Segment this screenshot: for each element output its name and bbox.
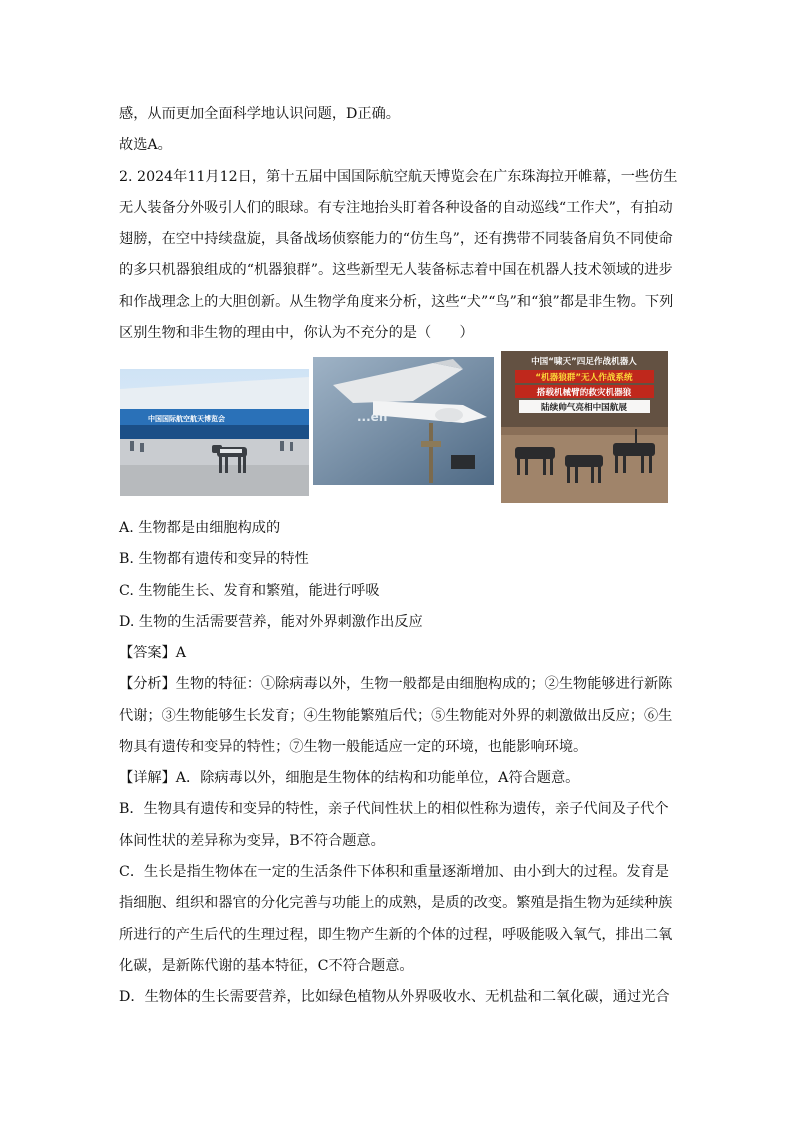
detail-line: 化碳，是新陈代谢的基本特征，C不符合题意。 bbox=[119, 957, 414, 974]
detail-line: 所进行的产生后代的生理过程，即生物产生新的个体的过程，呼吸能吸入氧气，排出二氧 bbox=[119, 926, 673, 943]
option-a: A. 生物都是由细胞构成的 bbox=[119, 520, 281, 536]
question-text bbox=[119, 99, 679, 349]
overlay-line-3: 搭载机械臂的救灾机器狼 bbox=[536, 388, 632, 398]
answer-line bbox=[119, 638, 679, 669]
answer-label: 【答案】 bbox=[119, 645, 176, 661]
detail-line: 指细胞、组织和器官的分化完善与功能上的成熟，是质的改变。繁殖是指生物为延续种族 bbox=[119, 895, 673, 912]
text-line: 无人装备分外吸引人们的眼球。有专注地抬头盯着各种设备的自动巡线“工作犬”，有拍动 bbox=[119, 199, 673, 216]
detail-line: C．生长是指生物体在一定的生活条件下体积和重量逐渐增加、由小到大的过程。发育是 bbox=[119, 864, 669, 881]
photo-text: ...en bbox=[357, 410, 388, 424]
detail-line: B．生物具有遗传和变异的特性，亲子代间性状上的相似性称为遗传，亲子代间及子代个 bbox=[119, 801, 669, 818]
photo-robot-dog-venue bbox=[120, 369, 309, 496]
text-line: 翅膀，在空中持续盘旋，具备战场侦察能力的“仿生鸟”，还有携带不同装备肩负不同使命 bbox=[119, 231, 673, 248]
text-line: 感，从而更加全面科学地认识问题，D正确。 bbox=[119, 106, 400, 122]
overlay-line-4: 陆续帅气亮相中国航展 bbox=[541, 403, 627, 413]
detail-label: 【详解】 bbox=[119, 770, 176, 787]
option-d: D. 生物的生活需要营养，能对外界刺激作出反应 bbox=[119, 613, 423, 630]
answer-options bbox=[119, 513, 679, 638]
detail-line: 【详解】A．除病毒以外，细胞是生物体的结构和功能单位，A符合题意。 bbox=[119, 770, 580, 787]
option-b: B. 生物都有遗传和变异的特性 bbox=[119, 551, 309, 568]
text-line: 区别生物和非生物的理由中，你认为不充分的是（ ） bbox=[119, 325, 474, 342]
text-line: 2. 2024年11月12日，第十五届中国国际航空航天博览会在广东珠海拉开帷幕，一些仿生 bbox=[119, 168, 678, 185]
analysis-line: 物具有遗传和变异的特性；⑦生物一般能适应一定的环境，也能影响环境。 bbox=[119, 738, 588, 755]
analysis-label: 【分析】 bbox=[119, 676, 176, 693]
overlay-line-1: 中国“啸天”四足作战机器人 bbox=[531, 357, 637, 367]
text-line: 的多只机器狼组成的“机器狼群”。这些新型无人装备标志着中国在机器人技术领域的进步 bbox=[119, 262, 673, 279]
text-line: 故选A。 bbox=[119, 137, 172, 154]
banner-text: 中国国际航空航天博览会 bbox=[148, 415, 225, 423]
detail-line: D．生物体的生长需要营养，比如绿色植物从外界吸收水、无机盐和二氧化碳，通过光合 bbox=[119, 989, 670, 1006]
question-images bbox=[120, 351, 668, 503]
overlay-line-2: “机器狼群”无人作战系统 bbox=[535, 373, 633, 383]
photo-bionic-bird bbox=[313, 357, 494, 485]
detail-line: 体间性状的差异称为变异，B不符合题意。 bbox=[119, 832, 385, 849]
text-line: 和作战理念上的大胆创新。从生物学角度来分析，这些“犬”“鸟”和“狼”都是非生物。下列 bbox=[119, 293, 674, 310]
solution bbox=[119, 638, 679, 1014]
photo-robot-wolf-pack bbox=[501, 351, 668, 503]
option-c: C. 生物能生长、发育和繁殖，能进行呼吸 bbox=[119, 582, 380, 599]
analysis-line: 【分析】生物的特征：①除病毒以外，生物一般都是由细胞构成的；②生物能够进行新陈 bbox=[119, 676, 673, 693]
analysis-line: 代谢；③生物能够生长发育；④生物能繁殖后代；⑤生物能对外界的刺激做出反应；⑥生 bbox=[119, 707, 673, 724]
answer-value: A bbox=[175, 645, 187, 661]
